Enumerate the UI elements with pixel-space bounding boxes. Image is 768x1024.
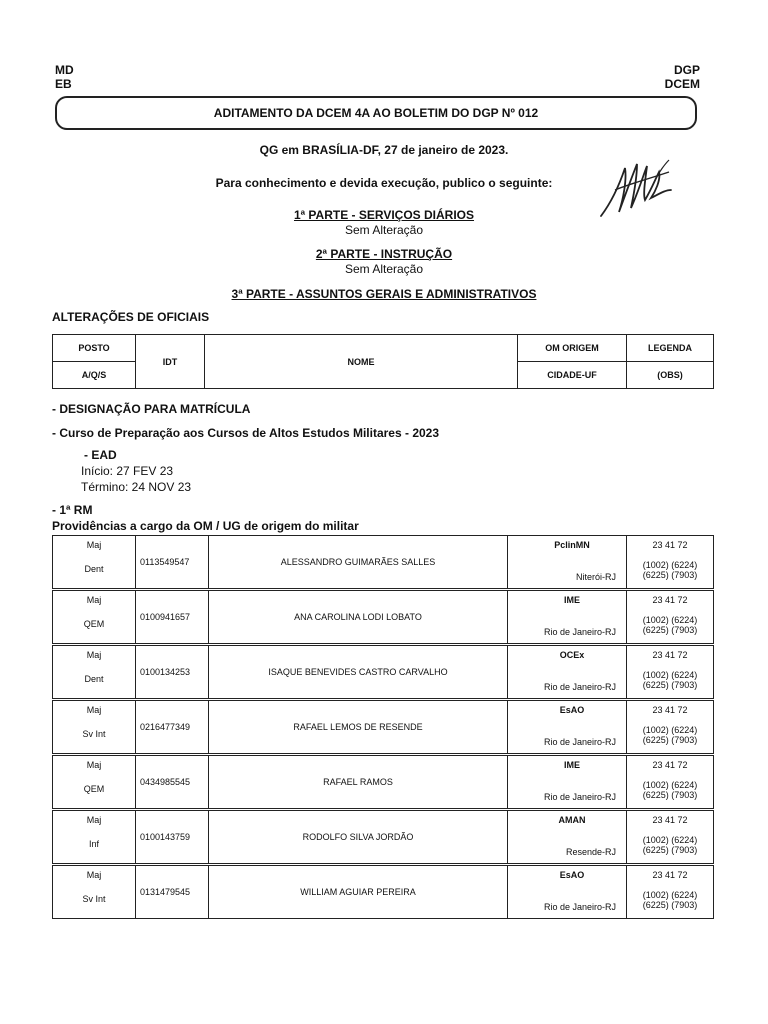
record-nome: RODOLFO SILVA JORDÃO xyxy=(209,811,508,864)
record-leg1: 23 41 72 xyxy=(652,815,688,825)
legend-nome: NOME xyxy=(205,335,518,389)
record-om-cell xyxy=(508,646,627,699)
publish-line: Para conhecimento e devida execução, publico o seguinte: xyxy=(215,176,553,190)
record-idt: 0100941657 xyxy=(136,591,209,644)
part2-status: Sem Alteração xyxy=(344,262,424,276)
record-posto: Maj xyxy=(86,595,102,605)
record-leg2: (1002) (6224) xyxy=(642,835,698,845)
record-leg1: 23 41 72 xyxy=(652,650,688,660)
record-posto-cell xyxy=(53,756,136,809)
record-om: IME xyxy=(563,760,580,770)
record-idt: 0216477349 xyxy=(136,701,209,754)
record-legenda-cell xyxy=(627,536,714,589)
legend-aqs: A/Q/S xyxy=(53,362,136,389)
record-nome: ANA CAROLINA LODI LOBATO xyxy=(209,591,508,644)
part2-title: 2ª PARTE - INSTRUÇÃO xyxy=(315,247,453,261)
record-leg2: (1002) (6224) xyxy=(642,615,698,625)
record-leg1: 23 41 72 xyxy=(652,540,688,550)
record-cidade: Niterói-RJ xyxy=(575,572,616,582)
record-posto-cell xyxy=(53,591,136,644)
record-leg2: (1002) (6224) xyxy=(642,725,698,735)
curso-title: - Curso de Preparação aos Cursos de Altos Estudos Militares - 2023 xyxy=(52,426,440,440)
legend-cidade-uf: CIDADE-UF xyxy=(518,362,627,389)
header-md: MD xyxy=(55,63,74,77)
record-om-cell xyxy=(508,701,627,754)
record-om: AMAN xyxy=(558,815,586,825)
record-posto-cell xyxy=(53,811,136,864)
record-leg3: (6225) (7903) xyxy=(642,735,698,745)
record-nome: ISAQUE BENEVIDES CASTRO CARVALHO xyxy=(209,646,508,699)
record-cidade: Rio de Janeiro-RJ xyxy=(543,902,616,912)
record-leg1: 23 41 72 xyxy=(652,595,688,605)
header-eb: EB xyxy=(55,77,72,91)
record-leg3: (6225) (7903) xyxy=(642,790,698,800)
legend-om-origem: OM ORIGEM xyxy=(518,335,627,362)
record-idt: 0434985545 xyxy=(136,756,209,809)
record-idt: 0113549547 xyxy=(136,536,209,589)
place-date: QG em BRASÍLIA-DF, 27 de janeiro de 2023. xyxy=(259,143,509,157)
record-leg3: (6225) (7903) xyxy=(642,625,698,635)
record-cidade: Rio de Janeiro-RJ xyxy=(543,627,616,637)
record-nome: RAFAEL LEMOS DE RESENDE xyxy=(209,701,508,754)
record-leg2: (1002) (6224) xyxy=(642,670,698,680)
record-aqs: Inf xyxy=(88,839,99,849)
providencias: Providências a cargo da OM / UG de origem do militar xyxy=(52,519,359,533)
ead-termino: Término: 24 NOV 23 xyxy=(81,480,192,494)
record-leg3: (6225) (7903) xyxy=(642,680,698,690)
record-row xyxy=(52,535,714,589)
record-posto: Maj xyxy=(86,870,102,880)
record-nome: WILLIAM AGUIAR PEREIRA xyxy=(209,866,508,919)
record-posto-cell xyxy=(53,701,136,754)
record-leg2: (1002) (6224) xyxy=(642,890,698,900)
record-legenda-cell xyxy=(627,811,714,864)
record-posto: Maj xyxy=(86,540,102,550)
record-om-cell xyxy=(508,811,627,864)
record-aqs: Sv Int xyxy=(82,894,106,904)
record-leg3: (6225) (7903) xyxy=(642,570,698,580)
record-posto: Maj xyxy=(86,760,102,770)
ead-label: - EAD xyxy=(84,448,117,462)
record-aqs: QEM xyxy=(83,784,105,794)
section-title: ALTERAÇÕES DE OFICIAIS xyxy=(52,310,210,324)
record-legenda-cell xyxy=(627,701,714,754)
record-posto-cell xyxy=(53,646,136,699)
record-legenda-cell xyxy=(627,646,714,699)
record-leg3: (6225) (7903) xyxy=(642,845,698,855)
record-row xyxy=(52,865,714,919)
record-om-cell xyxy=(508,536,627,589)
legend-table xyxy=(52,334,714,389)
part1-title: 1ª PARTE - SERVIÇOS DIÁRIOS xyxy=(293,208,475,222)
record-idt: 0131479545 xyxy=(136,866,209,919)
record-posto: Maj xyxy=(86,650,102,660)
record-leg3: (6225) (7903) xyxy=(642,900,698,910)
document-title: ADITAMENTO DA DCEM 4A AO BOLETIM DO DGP Nº 012 xyxy=(213,106,539,120)
record-cidade: Rio de Janeiro-RJ xyxy=(543,792,616,802)
record-leg2: (1002) (6224) xyxy=(642,560,698,570)
record-legenda-cell xyxy=(627,866,714,919)
record-om: OCEx xyxy=(559,650,585,660)
record-leg1: 23 41 72 xyxy=(652,760,688,770)
record-legenda-cell xyxy=(627,591,714,644)
header-left xyxy=(55,63,74,91)
rm-label: - 1ª RM xyxy=(52,503,93,517)
record-om: PclinMN xyxy=(554,540,590,550)
legend-legenda: LEGENDA xyxy=(627,335,714,362)
header-dcem: DCEM xyxy=(664,77,700,91)
record-idt: 0100143759 xyxy=(136,811,209,864)
designacao: - DESIGNAÇÃO PARA MATRÍCULA xyxy=(52,402,251,416)
record-leg1: 23 41 72 xyxy=(652,705,688,715)
record-cidade: Resende-RJ xyxy=(565,847,616,857)
record-row xyxy=(52,810,714,864)
record-row xyxy=(52,645,714,699)
header-dgp: DGP xyxy=(673,63,700,77)
record-om-cell xyxy=(508,591,627,644)
legend-idt: IDT xyxy=(136,335,205,389)
part1-status: Sem Alteração xyxy=(344,223,424,237)
legend-posto: POSTO xyxy=(53,335,136,362)
record-om: EsAO xyxy=(559,870,585,880)
legend-obs: (OBS) xyxy=(627,362,714,389)
record-idt: 0100134253 xyxy=(136,646,209,699)
document-title-box xyxy=(55,96,697,130)
record-posto-cell xyxy=(53,866,136,919)
record-cidade: Rio de Janeiro-RJ xyxy=(543,737,616,747)
record-row xyxy=(52,755,714,809)
record-row xyxy=(52,590,714,644)
record-aqs: Dent xyxy=(84,674,104,684)
record-leg1: 23 41 72 xyxy=(652,870,688,880)
record-om: EsAO xyxy=(559,705,585,715)
record-nome: ALESSANDRO GUIMARÃES SALLES xyxy=(209,536,508,589)
record-aqs: Dent xyxy=(84,564,104,574)
record-om-cell xyxy=(508,866,627,919)
part3-title: 3ª PARTE - ASSUNTOS GERAIS E ADMINISTRATIVOS xyxy=(231,287,537,301)
record-leg2: (1002) (6224) xyxy=(642,780,698,790)
record-posto: Maj xyxy=(86,815,102,825)
record-legenda-cell xyxy=(627,756,714,809)
record-aqs: QEM xyxy=(83,619,105,629)
record-aqs: Sv Int xyxy=(82,729,106,739)
record-posto-cell xyxy=(53,536,136,589)
ead-inicio: Início: 27 FEV 23 xyxy=(81,464,174,478)
header-right xyxy=(665,63,700,91)
record-om-cell xyxy=(508,756,627,809)
record-cidade: Rio de Janeiro-RJ xyxy=(543,682,616,692)
record-om: IME xyxy=(563,595,580,605)
record-row xyxy=(52,700,714,754)
record-posto: Maj xyxy=(86,705,102,715)
record-nome: RAFAEL RAMOS xyxy=(209,756,508,809)
